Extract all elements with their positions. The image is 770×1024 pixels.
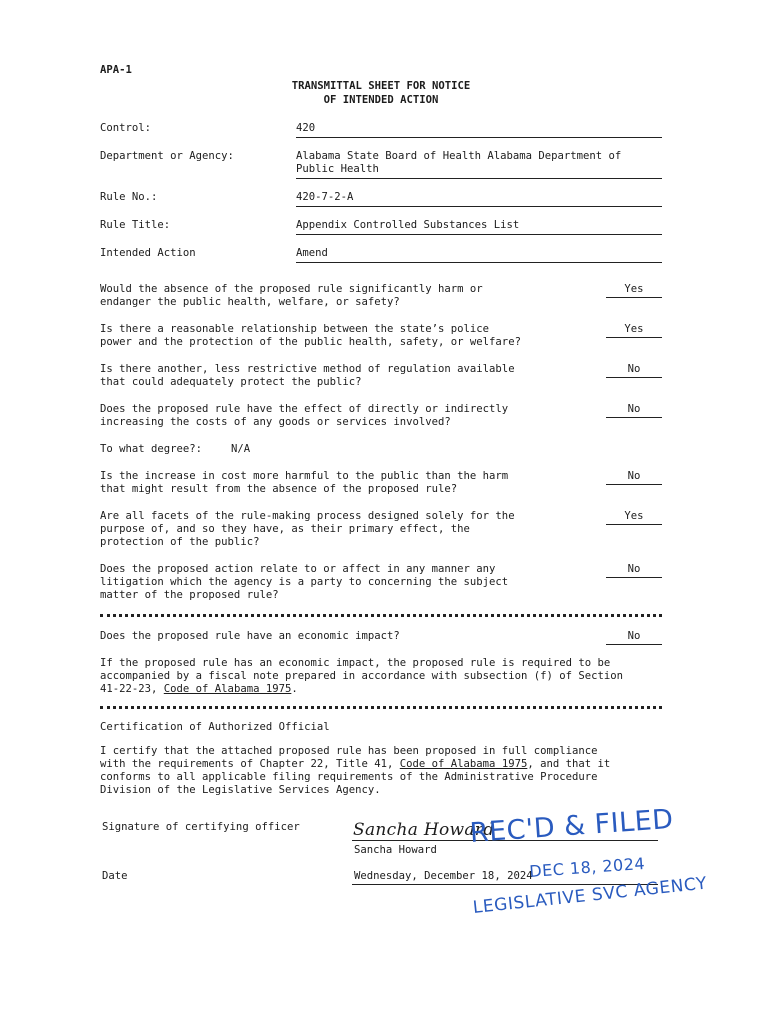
certification-text	[100, 745, 670, 797]
certification-line3: conforms to all applicable filing requirements of the Administrative Procedure	[100, 771, 598, 783]
signature-script: Sancha Howard	[353, 820, 495, 840]
economic-answer: No	[606, 630, 662, 645]
intended-action-label: Intended Action	[100, 247, 196, 259]
rule-title-value: Appendix Controlled Substances List	[296, 219, 662, 235]
signature-printed-name: Sancha Howard	[354, 844, 437, 856]
answer-rule-making: Yes	[606, 510, 662, 525]
answer-litigation: No	[606, 563, 662, 578]
economic-question: Does the proposed rule have an economic impact?	[100, 630, 400, 642]
agency-value	[296, 150, 662, 179]
economic-note-line1: If the proposed rule has an economic impact, the proposed rule is required to be	[100, 657, 611, 669]
rule-no-value: 420-7-2-A	[296, 191, 662, 207]
code-of-alabama-reference: Code of Alabama 1975	[163, 683, 292, 695]
question-rule-making: Are all facets of the rule-making process designed solely for the purpose of, and so they have, as their primary effect, the protection of the public?	[100, 510, 515, 548]
question-costs: Does the proposed rule have the effect of directly or indirectly increasing the costs of any goods or services involved?	[100, 403, 509, 428]
economic-note-section: 41-22-23,	[100, 683, 164, 695]
received-stamp-line1: REC'D & FILED	[468, 803, 675, 849]
answer-relationship: Yes	[606, 323, 662, 338]
question-harm: Would the absence of the proposed rule significantly harm or endanger the public health, welfare, or safety?	[100, 283, 483, 308]
certification-heading: Certification of Authorized Official	[100, 721, 330, 733]
answer-costs: No	[606, 403, 662, 418]
page-title-line1: TRANSMITTAL SHEET FOR NOTICE	[291, 80, 471, 92]
control-value: 420	[296, 122, 662, 138]
certification-line2-end: , and that it	[527, 758, 611, 770]
divider	[100, 706, 662, 709]
rule-no-label: Rule No.:	[100, 191, 158, 203]
agency-label: Department or Agency:	[100, 150, 234, 162]
agency-value-line2: Public Health	[296, 163, 379, 175]
answer-less-restrictive: No	[606, 363, 662, 378]
degree-label: To what degree?:	[100, 443, 203, 455]
question-increase-cost: Is the increase in cost more harmful to the public than the harm that might result from the absence of the proposed rule?	[100, 470, 509, 495]
question-relationship: Is there a reasonable relationship between the state’s police power and the protection of the public health, safety, or welfare?	[100, 323, 521, 348]
date-label: Date	[102, 870, 128, 882]
date-value: Wednesday, December 18, 2024	[354, 870, 533, 882]
control-label: Control:	[100, 122, 152, 134]
certification-line2-text: with the requirements of Chapter 22, Title 41,	[100, 758, 400, 770]
economic-note-line2: accompanied by a fiscal note prepared in accordance with subsection (f) of Section	[100, 670, 623, 682]
certification-line2	[100, 758, 670, 771]
form-id: APA-1	[100, 64, 132, 76]
certification-line4: Division of the Legislative Services Agency.	[100, 784, 381, 796]
divider	[100, 614, 662, 617]
answer-harm: Yes	[606, 283, 662, 298]
page-title-line2: OF INTENDED ACTION	[323, 94, 439, 106]
rule-title-label: Rule Title:	[100, 219, 171, 231]
economic-note	[100, 657, 670, 696]
answer-increase-cost: No	[606, 470, 662, 485]
degree-value: N/A	[231, 443, 251, 455]
received-stamp-agency: LEGISLATIVE SVC AGENCY	[471, 873, 709, 918]
signature-label: Signature of certifying officer	[102, 821, 300, 833]
economic-note-period: .	[291, 683, 298, 695]
certification-line1: I certify that the attached proposed rule has been proposed in full compliance	[100, 745, 598, 757]
economic-note-line3	[100, 683, 670, 696]
received-stamp-date: DEC 18, 2024	[528, 853, 646, 881]
intended-action-value: Amend	[296, 247, 662, 263]
agency-value-line1: Alabama State Board of Health Alabama Department of	[296, 150, 622, 162]
code-of-alabama-reference: Code of Alabama 1975	[399, 758, 528, 770]
question-litigation: Does the proposed action relate to or affect in any manner any litigation which the agency is a party to concerning the subject matter of the proposed rule?	[100, 563, 509, 601]
question-less-restrictive: Is there another, less restrictive method of regulation available that could adequately protect the public?	[100, 363, 515, 388]
